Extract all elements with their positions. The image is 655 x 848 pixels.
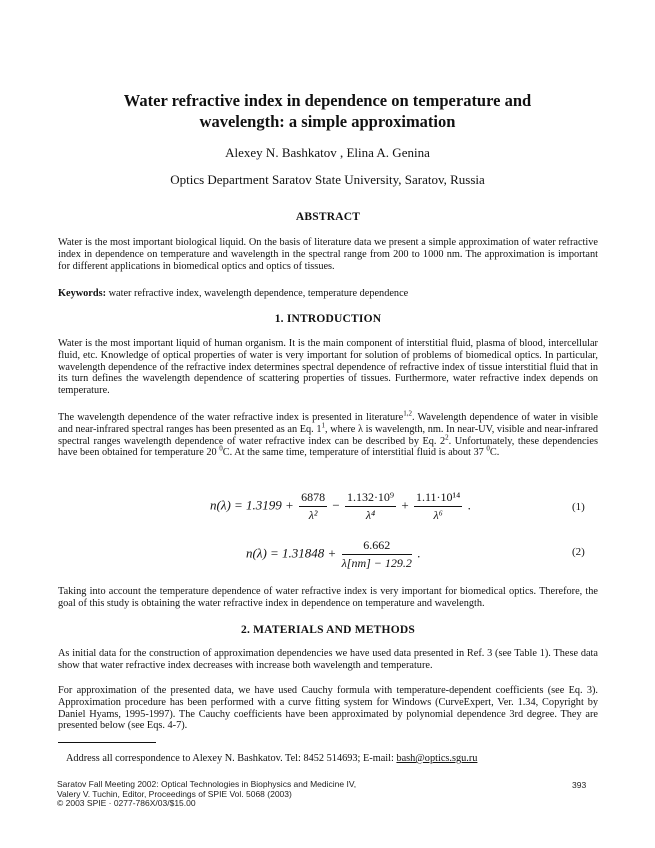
- eq1-den-3: λ⁶: [433, 508, 443, 522]
- intro-paragraph-1: Water is the most important liquid of human organism. It is the main component of interstitial fluid, plasma of blood, intercellular fluid, etc. Knowledge of optical properties of water is very important for solution of problems of biomedical optics. In particular, wavelength dependence of the refractive index determines spectral dependence of refractive index of tissue interstitial fluid that in its turn defines the wavelength dependence of scattering properties of tissues. Furthermore, water refractive index depends on temperature.: [58, 338, 598, 397]
- keywords-text: water refractive index, wavelength dependence, temperature dependence: [106, 288, 409, 299]
- eq1-fraction-1: [299, 490, 327, 523]
- eq2-fraction: [342, 538, 412, 571]
- footnote-text: Address all correspondence to Alexey N. Bashkatov. Tel: 8452 514693; E-mail:: [66, 753, 397, 764]
- introduction-heading: 1. INTRODUCTION: [274, 313, 382, 325]
- eq1-den-2: λ⁴: [365, 508, 376, 522]
- keywords: [58, 288, 598, 300]
- citation-sup: 2: [445, 433, 449, 442]
- degree-sup: 0: [219, 444, 223, 453]
- footer-line-3: © 2003 SPIE · 0277-786X/03/$15.00: [57, 798, 196, 809]
- eq1-fraction-2: [345, 490, 396, 523]
- methods-paragraph-2: For approximation of the presented data, we have used Cauchy formula with temperature-dependent coefficients (see Eq. 3). Approximation procedure has been performed with a curve fitting system for Windows (CurveExpert, Ver. 1.34, Copyright by Daniel Hyams, 1995-1997). The Cauchy coefficients have been approximated by polynomial dependence 3rd degree. They are presented below (see Eqs. 4-7).: [58, 685, 598, 732]
- title-line-1: Water refractive index in dependence on temperature and: [123, 91, 532, 110]
- equation-2-number: (2): [572, 546, 585, 558]
- intro-p2-text-c: , where λ is wavelength, nm. In near-UV, visible and near-infrared spectral ranges wavelength dependence of water refractive index can be described by Eq. 2: [58, 423, 598, 447]
- degree-sup: 0: [486, 444, 490, 453]
- citation-sup: 1,2: [403, 409, 412, 418]
- equation-2: [246, 538, 420, 571]
- intro-paragraph-3: Taking into account the temperature dependence of water refractive index is very important for biomedical optics. Therefore, the goal of this study is obtaining the water refractive index in dependence on temperature and wavelength.: [58, 586, 598, 609]
- abstract-text: Water is the most important biological liquid. On the basis of literature data we present a simple approximation of water refractive index in dependence on temperature and wavelength in the spectral range from 200 to 1000 nm. The approximation is important for different applications in biomedical optics and optics of tissues.: [58, 237, 598, 272]
- correspondence-footnote: [66, 753, 596, 764]
- methods-paragraph-1: As initial data for the construction of approximation dependencies we have used data presented in Ref. 3 (see Table 1). These data show that water refractive index decreases with increase both wavelength and temperature.: [58, 648, 598, 671]
- intro-p2-text-d: . Unfortunately, these dependencies have been obtained for temperature 20: [58, 435, 598, 459]
- intro-paragraph-2: [58, 409, 598, 459]
- eq1-num-2: 1.132·10⁹: [345, 490, 396, 507]
- paper-title: [60, 90, 595, 132]
- footnote-divider: [58, 742, 156, 743]
- eq2-end: .: [417, 545, 421, 561]
- page-number: 393: [572, 780, 587, 790]
- publication-footer: [57, 780, 417, 809]
- eq1-end: .: [467, 497, 471, 513]
- eq1-lhs: n(λ) = 1.3199 +: [210, 497, 294, 513]
- methods-heading: 2. MATERIALS AND METHODS: [241, 624, 415, 636]
- eq2-lhs: n(λ) = 1.31848 +: [246, 545, 337, 561]
- intro-p2-text-f: C.: [489, 447, 500, 459]
- footer-line-2: Valery V. Tuchin, Editor, Proceedings of SPIE Vol. 5068 (2003): [57, 788, 292, 799]
- intro-p2-text-e: C. At the same time, temperature of interstitial fluid is about 37: [222, 447, 487, 459]
- intro-p2-text-b: . Wavelength dependence of water in visible and near-infrared spectral ranges has been presented as an Eq. 1: [58, 412, 598, 435]
- eq1-fraction-3: [414, 490, 462, 523]
- eq1-num-3: 1.11·10¹⁴: [414, 490, 462, 507]
- citation-sup: 1: [321, 421, 325, 430]
- eq2-num: 6.662: [342, 538, 412, 555]
- affiliation: Optics Department Saratov State University, Saratov, Russia: [170, 172, 485, 187]
- keywords-label: Keywords:: [58, 288, 107, 299]
- email-link[interactable]: bash@optics.sgu.ru: [396, 753, 478, 764]
- equation-1: [210, 490, 471, 523]
- eq2-den: λ[nm] − 129.2: [341, 556, 412, 570]
- footer-line-1: Saratov Fall Meeting 2002: Optical Technologies in Biophysics and Medicine IV,: [57, 779, 357, 789]
- abstract-heading: ABSTRACT: [295, 211, 361, 223]
- title-line-2: wavelength: a simple approximation: [199, 112, 456, 131]
- eq1-operator-2: −: [332, 497, 340, 513]
- equation-1-number: (1): [572, 501, 585, 513]
- eq1-operator-3: +: [401, 497, 409, 513]
- eq1-den-1: λ²: [308, 508, 318, 522]
- intro-p2-text-a: The wavelength dependence of the water refractive index is presented in literature: [58, 412, 404, 423]
- eq1-num-1: 6878: [299, 490, 327, 507]
- author-list: Alexey N. Bashkatov , Elina A. Genina: [225, 145, 430, 160]
